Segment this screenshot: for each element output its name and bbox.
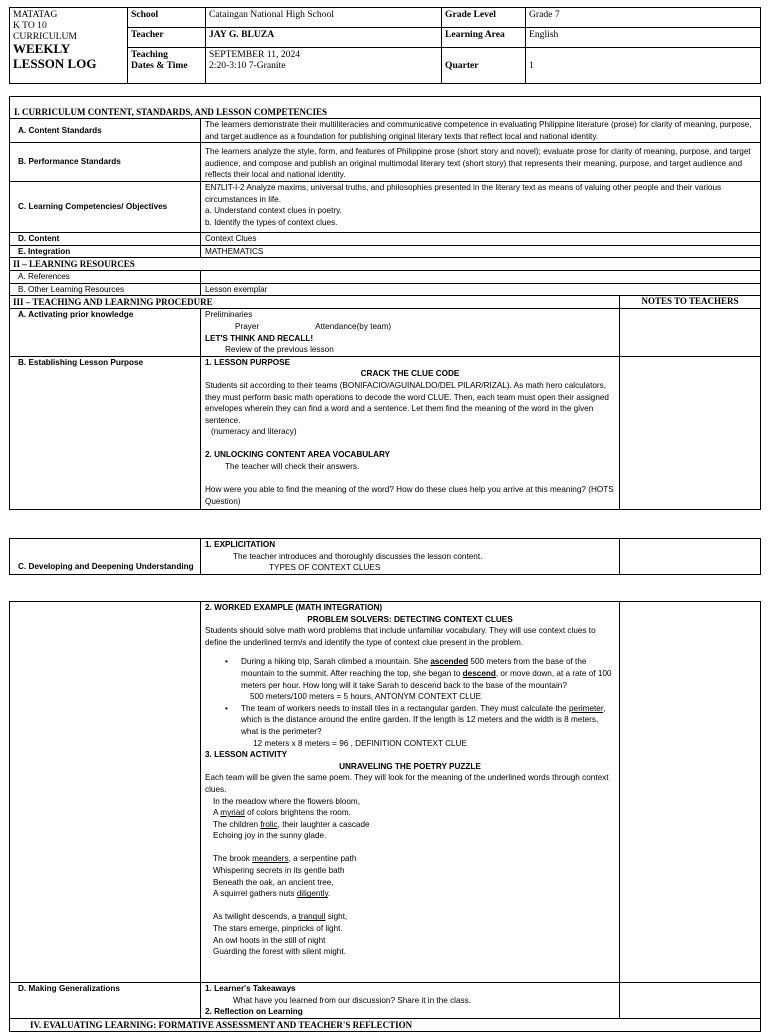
dates-time-label: Dates & Time (131, 60, 188, 71)
explicitation-heading: 1. EXPLICITATION (205, 540, 276, 549)
hots-question: How were you able to find the meaning of the word? How do these clues help you arrive at this meaning? (HOTS Question) (205, 485, 614, 506)
attendance: Attendance(by team) (315, 321, 392, 331)
section-2-title: II – LEARNING RESOURCES (10, 258, 761, 271)
content-standards-text: The learners demonstrate their multiliteracies and communicative competence in evaluating Philippine literature (prose) for clarity of meaning, purpose, and target audience as a foundation for publishing original literary texts that reflect local and national identity. (201, 119, 761, 143)
types-of-context-clues: TYPES OF CONTEXT CLUES (269, 563, 381, 573)
competencies-label: C. Learning Competencies/ Objectives (10, 181, 201, 232)
curriculum-title-cell (10, 8, 128, 84)
competencies-cell (201, 181, 761, 232)
establishing-cell (201, 356, 620, 509)
notes-establishing (620, 356, 761, 509)
poem-line: Whispering secrets in its gentle bath (213, 866, 345, 876)
competencies-text: EN7LIT-I-2 Analyze maxims, universal truths, and philosophies presented in the literary text as means of valuing other people and their various circumstances in life. (205, 182, 722, 204)
poem-line: The brook meanders, a serpentine path (213, 854, 357, 864)
poem-line: In the meadow where the flowers bloom, (213, 796, 360, 806)
explicitation-cell (201, 539, 620, 575)
main-table-3 (9, 601, 761, 1032)
word-perimeter: perimeter (568, 703, 604, 713)
word-ascended: ascended (430, 657, 469, 667)
teacher-check: The teacher will check their answers. (225, 462, 360, 472)
word-myriad: myriad (220, 808, 245, 818)
teaching-time: 2:20-3:10 7-Granite (209, 60, 286, 71)
word-descend: descend (462, 668, 496, 678)
other-resources-value: Lesson exemplar (201, 283, 761, 296)
learning-area-value: English (526, 28, 761, 48)
content-standards-label: A. Content Standards (10, 119, 201, 143)
section-1-title: I. CURRICULUM CONTENT, STANDARDS, AND LESSON COMPETENCIES (10, 97, 761, 119)
lesson-activity-heading: 3. LESSON ACTIVITY (205, 750, 288, 760)
activating-label: A. Activating prior knowledge (10, 309, 201, 356)
poem (205, 796, 615, 958)
matatag-label: MATATAG (13, 9, 58, 20)
teaching-label: Teaching (131, 49, 168, 60)
worked-label-cell (10, 602, 201, 983)
notes-generalizations (620, 983, 761, 1019)
problem-solvers-title: PROBLEM SOLVERS: DETECTING CONTEXT CLUES (307, 614, 513, 624)
notes-to-teachers-title: NOTES TO TEACHERS (620, 296, 761, 309)
header-table (9, 7, 761, 84)
teacher-value: JAY G. BLUZA (206, 28, 442, 48)
notes-activating (620, 309, 761, 356)
poem-line: The stars emerge, pinpricks of light. (213, 924, 343, 934)
worked-cell (201, 602, 620, 983)
generalizations-label: D. Making Generalizations (10, 983, 201, 1019)
notes-worked (620, 602, 761, 983)
poem-line: Guarding the forest with silent might. (213, 947, 346, 957)
crack-text: Students sit according to their teams (BONIFACIO/AGUINALDO/DEL PILAR/RIZAL). As math hero calculators, they must perform basic math operations to decode the word CLUE. Then, each team must open their assigned envelopes wherein they can find a word and a sentence. Let them find the meaning of the word in the given sentence. (205, 380, 609, 425)
quarter-value: 1 (526, 48, 761, 84)
integration-value: MATHEMATICS (201, 245, 761, 258)
review: Review of the previous lesson (225, 345, 334, 355)
worked-intro: Students should solve math word problems that include unfamiliar vocabulary. They will use context clues to define the underlined term/s and identify the type of context clue present in the problem. (205, 626, 596, 647)
school-value: Cataingan National High School (206, 8, 442, 28)
references-label: A. References (10, 271, 201, 284)
performance-standards-label: B. Performance Standards (10, 143, 201, 182)
references-value (201, 271, 761, 284)
notes-developing (620, 539, 761, 575)
content-value: Context Clues (201, 232, 761, 245)
poem-line: Echoing joy in the sunny glade. (213, 831, 327, 841)
teacher-label: Teacher (128, 28, 206, 48)
preliminaries: Preliminaries (205, 310, 253, 320)
main-table-2 (9, 538, 761, 575)
worked-heading: 2. WORKED EXAMPLE (MATH INTEGRATION) (205, 603, 383, 612)
reflection-heading: 2. Reflection on Learning (205, 1007, 303, 1017)
poem-line: As twilight descends, a tranquil sight, (213, 912, 348, 922)
activating-cell (201, 309, 620, 356)
grade-level-label: Grade Level (442, 8, 526, 28)
prayer-attendance-row (205, 321, 615, 333)
numeracy-note: (numeracy and literacy) (211, 427, 297, 437)
teaching-dates-label (128, 48, 206, 84)
poem-line: A squirrel gathers nuts diligently. (213, 889, 331, 899)
puzzle-title: UNRAVELING THE POETRY PUZZLE (339, 761, 481, 771)
curriculum-label: CURRICULUM (13, 31, 77, 42)
worked-answer-2: 12 meters x 8 meters = 96 , DEFINITION CONTEXT CLUE (253, 738, 467, 748)
takeaways-question: What have you learned from our discussion? Share it in the class. (233, 995, 472, 1005)
teacher-introduces: The teacher introduces and thoroughly discusses the lesson content. (233, 551, 483, 561)
objective-b: b. Identify the types of context clues. (205, 217, 338, 227)
main-table-1 (9, 96, 761, 510)
integration-label: E. Integration (10, 245, 201, 258)
quarter-label: Quarter (442, 48, 526, 84)
weekly-label: WEEKLY (13, 41, 71, 56)
word-diligently: diligently (296, 889, 328, 899)
lesson-purpose-heading: 1. LESSON PURPOSE (205, 357, 291, 367)
puzzle-intro: Each team will be given the same poem. They will look for the meaning of the underlined words through context clues. (205, 773, 609, 794)
school-label: School (128, 8, 206, 28)
worked-examples-list-2 (205, 703, 615, 738)
unlocking-heading: 2. UNLOCKING CONTENT AREA VOCABULARY (205, 450, 391, 460)
learning-area-label: Learning Area (442, 28, 526, 48)
worked-example-2: • The team of workers needs to install tiles in a rectangular garden. They must calculate the perimeter, which is the distance around the entire garden. If the length is 12 meters and the width is 8 meters, what is the perimeter? (241, 703, 615, 738)
lesson-log-label: LESSON LOG (13, 55, 97, 71)
poem-line: An owl hoots in the still of night (213, 935, 326, 945)
word-frolic: frolic (260, 819, 278, 829)
word-tranquil: tranquil (298, 912, 326, 922)
prayer: Prayer (235, 321, 260, 331)
section-4-title: IV. EVALUATING LEARNING: FORMATIVE ASSESSMENT AND TEACHER'S REFLECTION (10, 1018, 761, 1031)
grade-level-value: Grade 7 (526, 8, 761, 28)
worked-answer-1: 500 meters/100 meters = 5 hours, ANTONYM CONTEXT CLUE (250, 692, 482, 702)
k-to-10-label: K TO 10 (13, 20, 47, 31)
performance-standards-text: The learners analyze the style, form, and features of Philippine prose (short story and novel); evaluate prose for clarity of meaning, purpose, and target audience, and compose and publish an original multimodal literary text (short story) that represents their meaning, purpose, and target audience and reflects their local and national identity. (201, 143, 761, 182)
generalizations-cell (201, 983, 620, 1019)
worked-examples-list (205, 656, 615, 691)
poem-line: Beneath the oak, an ancient tree, (213, 877, 334, 887)
section-3-title: III – TEACHING AND LEARNING PROCEDURE (10, 296, 620, 309)
think-recall: LET'S THINK AND RECALL! (205, 333, 314, 343)
crack-title: CRACK THE CLUE CODE (360, 369, 460, 379)
worked-example-1: • During a hiking trip, Sarah climbed a mountain. She ascended 500 meters from the base of the mountain to the summit. After reaching the top, she began to descend, or move down, at a rate of 100 meters per hour. How long will it take Sarah to descend back to the base of the mountain? (241, 656, 615, 691)
other-resources-label: B. Other Learning Resources (10, 283, 201, 296)
takeaways-heading: 1. Learner's Takeaways (205, 984, 296, 993)
content-label: D. Content (10, 232, 201, 245)
establishing-label: B. Establishing Lesson Purpose (10, 356, 201, 509)
objective-a: a. Understand context clues in poetry. (205, 206, 342, 216)
word-meanders: meanders (252, 854, 289, 864)
poem-line: The children frolic, their laughter a cascade (213, 819, 370, 829)
teaching-date: SEPTEMBER 11, 2024 (209, 49, 301, 60)
teaching-dates-value (206, 48, 442, 84)
developing-label: C. Developing and Deepening Understanding (10, 539, 201, 575)
poem-line: A myriad of colors brightens the room. (213, 808, 351, 818)
